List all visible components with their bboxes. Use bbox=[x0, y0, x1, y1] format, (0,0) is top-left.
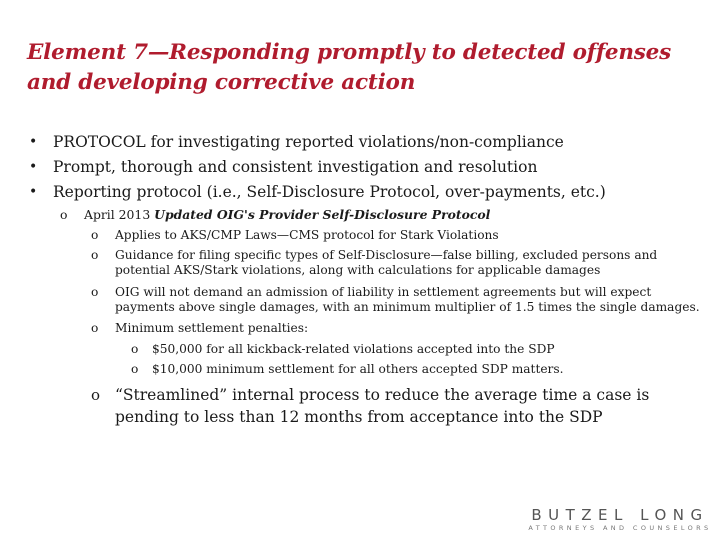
point-item bbox=[91, 321, 703, 336]
point-marker: o bbox=[91, 248, 99, 262]
penalty-marker: o bbox=[131, 362, 139, 376]
point-item bbox=[91, 228, 703, 243]
sub-bullet-date: April 2013 bbox=[84, 207, 155, 222]
point-text: Applies to AKS/CMP Laws—CMS protocol for Stark Violations bbox=[115, 228, 499, 242]
slide-title-line-2: and developing corrective action bbox=[27, 70, 416, 95]
sub-bullet-marker: o bbox=[60, 207, 68, 222]
point-text: Guidance for filing specific types of Self-Disclosure—false billing, excluded persons and potential AKS/Stark violations, along with calculations for applicable damages bbox=[115, 248, 658, 277]
streamlined-marker: o bbox=[91, 386, 101, 404]
penalty-marker: o bbox=[131, 342, 139, 356]
point-marker: o bbox=[91, 228, 99, 242]
point-item bbox=[91, 248, 703, 277]
slide-title bbox=[27, 38, 707, 98]
butzel-long-logo bbox=[520, 506, 720, 533]
point-marker: o bbox=[91, 321, 99, 335]
penalty-text: $50,000 for all kickback-related violations accepted into the SDP bbox=[152, 342, 555, 356]
point-item bbox=[91, 285, 703, 314]
bullet-item bbox=[29, 155, 669, 179]
bullet-marker: • bbox=[29, 134, 38, 150]
logo-tagline: ATTORNEYS AND COUNSELORS bbox=[528, 524, 712, 532]
logo-name: BUTZEL LONG bbox=[531, 506, 709, 524]
streamlined-item bbox=[91, 384, 711, 428]
sub-bullet-emphasis: Updated OIG's Provider Self-Disclosure Protocol bbox=[154, 207, 491, 222]
point-text: OIG will not demand an admission of liability in settlement agreements but will expect payments above single damages, with an minimum multiplier of 1.5 times the single damages. bbox=[115, 285, 700, 314]
bullet-item bbox=[29, 180, 669, 204]
bullet-text: Prompt, thorough and consistent investigation and resolution bbox=[53, 158, 538, 176]
streamlined-text: “Streamlined” internal process to reduce the average time a case is pending to less than 12 months from acceptance into the SDP bbox=[115, 386, 650, 426]
bullet-item bbox=[29, 130, 669, 154]
bullet-marker: • bbox=[29, 184, 38, 200]
sub-bullet-item bbox=[60, 207, 680, 223]
bullet-marker: • bbox=[29, 159, 38, 175]
point-text: Minimum settlement penalties: bbox=[115, 321, 309, 335]
bullet-text: PROTOCOL for investigating reported violations/non-compliance bbox=[53, 133, 564, 151]
penalty-item bbox=[131, 361, 701, 377]
bullet-text: Reporting protocol (i.e., Self-Disclosure Protocol, over-payments, etc.) bbox=[53, 183, 606, 201]
penalty-item bbox=[131, 341, 701, 357]
point-marker: o bbox=[91, 285, 99, 299]
sub-bullet-text bbox=[84, 207, 680, 223]
slide-title-line-1: Element 7—Responding promptly to detected offenses bbox=[27, 40, 672, 65]
penalty-text: $10,000 minimum settlement for all others accepted SDP matters. bbox=[152, 362, 564, 376]
